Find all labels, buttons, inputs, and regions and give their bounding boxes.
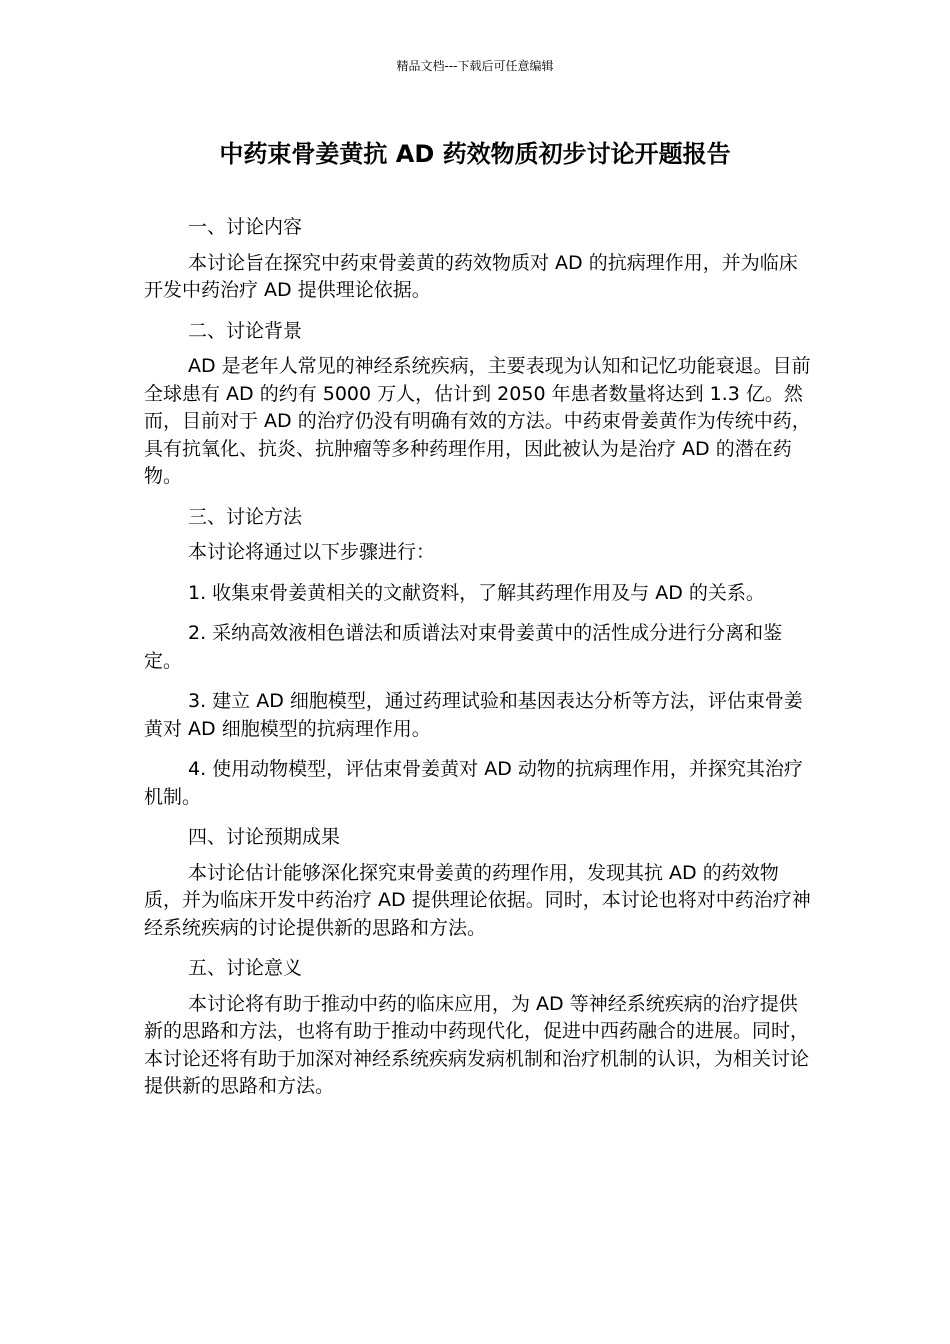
section-heading: 五、讨论意义 (188, 957, 303, 979)
section-heading: 一、讨论内容 (188, 216, 303, 238)
list-item: 2. 采纳高效液相色谱法和质谱法对束骨姜黄中的活性成分进行分离和鉴定。 (144, 622, 783, 672)
list-item: 3. 建立 AD 细胞模型，通过药理试验和基因表达分析等方法，评估束骨姜黄对 AD 细胞模型的抗病理作用。 (144, 690, 803, 740)
header-note: 精品文档---下载后可任意编辑 (396, 59, 554, 73)
paragraph: 本讨论旨在探究中药束骨姜黄的药效物质对 AD 的抗病理作用，并为临床开发中药治疗 AD 提供理论依据。 (144, 251, 798, 301)
paragraph: AD 是老年人常见的神经系统疾病，主要表现为认知和记忆功能衰退。目前全球患有 AD 的约有 5000 万人，估计到 2050 年患者数量将达到 1.3 亿。然而，目前对于 AD 的治疗仍没有明确有效的方法。中药束骨姜黄作为传统中药，具有抗氧化、抗炎、抗肿瘤等多种药理作用，因此被认为是治疗 AD 的潜在药物。 (144, 355, 811, 487)
list-item: 4. 使用动物模型，评估束骨姜黄对 AD 动物的抗病理作用，并探究其治疗机制。 (144, 758, 803, 808)
section-heading: 四、讨论预期成果 (188, 826, 341, 848)
list-item: 1. 收集束骨姜黄相关的文献资料，了解其药理作用及与 AD 的关系。 (188, 581, 765, 604)
paragraph: 本讨论将有助于推动中药的临床应用，为 AD 等神经系统疾病的治疗提供新的思路和方法，也将有助于推动中药现代化，促进中西药融合的进展。同时，本讨论还将有助于加深对神经系统疾病发病机制和治疗机制的认识，为相关讨论提供新的思路和方法。 (144, 992, 810, 1097)
section-heading: 二、讨论背景 (188, 319, 303, 342)
document-body (144, 214, 814, 1114)
section-heading: 三、讨论方法 (188, 505, 303, 528)
paragraph: 本讨论将通过以下步骤进行： (188, 541, 436, 563)
paragraph: 本讨论估计能够深化探究束骨姜黄的药理作用，发现其抗 AD 的药效物质，并为临床开发中药治疗 AD 提供理论依据。同时，本讨论也将对中药治疗神经系统疾病的讨论提供新的思路和方法。 (144, 861, 811, 939)
document-title: 中药束骨姜黄抗 AD 药效物质初步讨论开题报告 (219, 140, 731, 168)
